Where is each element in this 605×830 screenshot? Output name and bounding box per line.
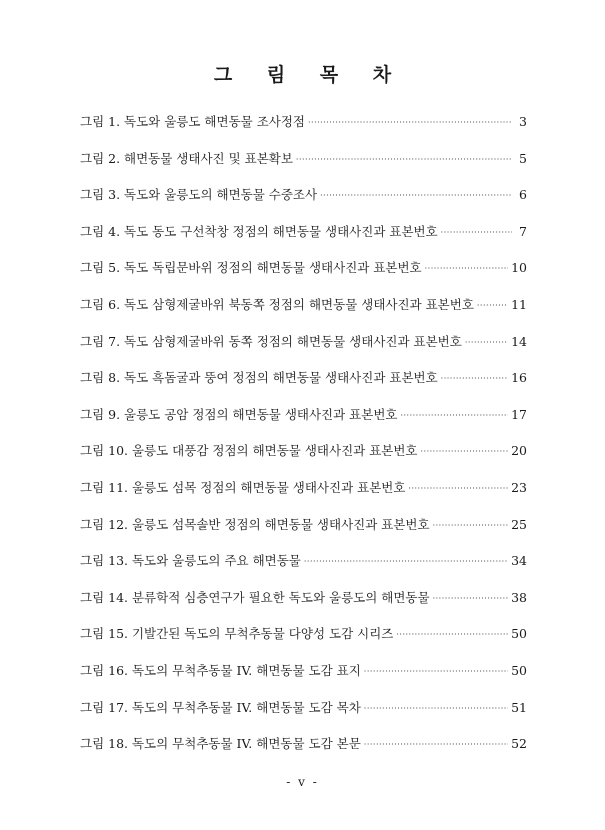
toc-entry-label: 그림 10. 울릉도 대풍감 정점의 해면동물 생태사진과 표본번호 <box>80 443 418 459</box>
toc-entry-label: 그림 8. 독도 흑돔굴과 뚱여 정점의 해면동물 생태사진과 표본번호 <box>80 370 438 386</box>
toc-entry-label: 그림 5. 독도 독립문바위 정점의 해면동물 생태사진과 표본번호 <box>80 260 422 276</box>
toc-entry[interactable] <box>80 332 527 350</box>
toc-entry-page: 38 <box>511 589 527 605</box>
dot-leader <box>364 704 508 713</box>
toc-entry-page: 25 <box>511 516 527 532</box>
toc-entry-label: 그림 14. 분류학적 심층연구가 필요한 독도와 울릉도의 해면동물 <box>80 589 430 605</box>
toc-entry[interactable] <box>80 112 527 130</box>
toc-entry-label: 그림 7. 독도 삼형제굴바위 동쪽 정점의 해면동물 생태사진과 표본번호 <box>80 333 462 349</box>
dot-leader <box>441 374 508 383</box>
dot-leader <box>304 557 508 566</box>
toc-entry-page: 7 <box>519 223 527 239</box>
dot-leader <box>408 484 508 493</box>
toc-entry-label: 그림 9. 울릉도 공암 정점의 해면동물 생태사진과 표본번호 <box>80 406 398 422</box>
toc-entry-label: 그림 3. 독도와 울릉도의 해면동물 수중조사 <box>80 187 318 203</box>
toc-entry[interactable] <box>80 478 527 496</box>
toc-entry-page: 34 <box>511 553 527 569</box>
toc-entry-page: 50 <box>511 662 527 678</box>
toc-entry[interactable] <box>80 734 527 752</box>
toc-entry-label: 그림 16. 독도의 무척추동물 IV. 해면동물 도감 표지 <box>80 662 361 678</box>
toc-entry[interactable] <box>80 624 527 642</box>
toc-entry-label: 그림 12. 울릉도 섬목솔반 정점의 해면동물 생태사진과 표본번호 <box>80 516 430 532</box>
toc-entry-page: 17 <box>511 406 527 422</box>
page-title: 그 림 목 차 <box>213 64 406 86</box>
toc-entry[interactable] <box>80 588 527 606</box>
dot-leader <box>433 521 509 530</box>
toc-entry-page: 3 <box>519 114 527 129</box>
toc-entry-page: 14 <box>511 333 527 349</box>
toc-entry-label: 그림 15. 기발간된 독도의 무척추동물 다양성 도감 시리즈 <box>80 626 394 642</box>
toc-entry-page: 10 <box>511 260 527 276</box>
dot-leader <box>477 301 508 310</box>
toc-entry[interactable] <box>80 149 527 167</box>
dot-leader <box>433 594 509 603</box>
toc-entry-label: 그림 2. 해면동물 생태사진 및 표본확보 <box>80 150 293 166</box>
dot-leader <box>400 411 508 420</box>
toc-entry[interactable] <box>80 258 527 276</box>
toc-entry-page: 6 <box>519 187 527 203</box>
toc-entry-label: 그림 11. 울릉도 섬목 정점의 해면동물 생태사진과 표본번호 <box>80 479 406 495</box>
dot-leader <box>396 630 508 639</box>
toc-entry-label: 그림 1. 독도와 울릉도 해면동물 조사정점 <box>80 114 305 129</box>
toc-entry-page: 51 <box>511 699 527 715</box>
toc-entry[interactable] <box>80 441 527 459</box>
toc-entry[interactable] <box>80 661 527 679</box>
toc-entry-label: 그림 6. 독도 삼형제굴바위 북동쪽 정점의 해면동물 생태사진과 표본번호 <box>80 296 474 312</box>
toc-entry[interactable] <box>80 515 527 533</box>
toc-entry-page: 52 <box>511 736 527 752</box>
toc-entry-page: 11 <box>511 296 527 312</box>
toc-entry[interactable] <box>80 698 527 716</box>
dot-leader <box>441 228 512 237</box>
toc-entry[interactable] <box>80 368 527 386</box>
dot-leader <box>296 155 512 164</box>
dot-leader <box>425 264 508 273</box>
dot-leader <box>421 447 509 456</box>
figure-list <box>80 112 527 771</box>
toc-entry[interactable] <box>80 405 527 423</box>
toc-entry-label: 그림 18. 독도의 무척추동물 IV. 해면동물 도감 본문 <box>80 736 361 752</box>
toc-entry[interactable] <box>80 185 527 203</box>
toc-entry-page: 20 <box>511 443 527 459</box>
toc-entry-page: 50 <box>511 626 527 642</box>
toc-entry-label: 그림 13. 독도와 울릉도의 주요 해면동물 <box>80 553 301 569</box>
toc-entry[interactable] <box>80 551 527 569</box>
dot-leader <box>308 118 512 127</box>
toc-entry-page: 16 <box>511 370 527 386</box>
dot-leader <box>465 338 508 347</box>
toc-entry[interactable] <box>80 222 527 240</box>
toc-entry-page: 5 <box>519 150 527 166</box>
dot-leader <box>320 191 512 200</box>
toc-entry-label: 그림 4. 독도 동도 구선착창 정점의 해면동물 생태사진과 표본번호 <box>80 223 438 239</box>
toc-entry[interactable] <box>80 295 527 313</box>
dot-leader <box>364 740 508 749</box>
toc-entry-page: 23 <box>511 479 527 495</box>
toc-entry-label: 그림 17. 독도의 무척추동물 IV. 해면동물 도감 목차 <box>80 699 361 715</box>
page-number: - v - <box>286 775 319 789</box>
dot-leader <box>364 667 508 676</box>
